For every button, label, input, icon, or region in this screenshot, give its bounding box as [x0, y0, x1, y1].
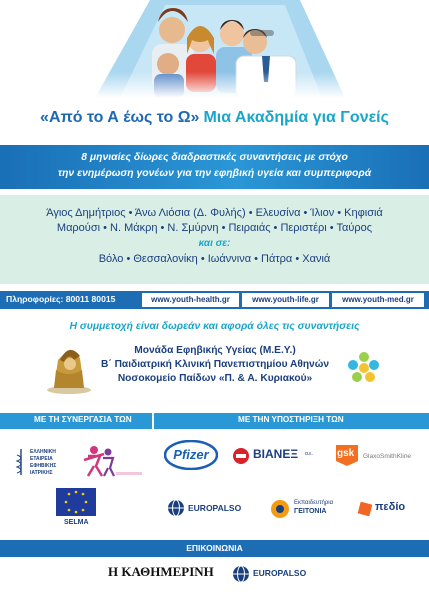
society-line-2: ΕΤΑΙΡΕΙΑ: [30, 456, 53, 462]
unit-line-2: Β΄ Παιδιατρική Κλινική Πανεπιστημίου Αθηνών: [101, 359, 329, 370]
pedio-icon: [358, 502, 372, 516]
europalso-logo: [167, 499, 257, 519]
cities-row-1: Άγιος Δημήτριος • Άνω Λιόσια (Δ. Φυλής) • Ελευσίνα • Ίλιον • Κηφισιά: [46, 207, 383, 219]
info-bar: [0, 291, 429, 309]
pfizer-logo: [164, 440, 218, 470]
pedio-label: πεδίο: [375, 501, 406, 513]
unit-line-1: Μονάδα Εφηβικής Υγείας (Μ.Ε.Υ.): [134, 345, 296, 356]
support-label: ΜΕ ΤΗΝ ΥΠΟΣΤΗΡΙΞΗ ΤΩΝ: [238, 415, 344, 424]
society-line-4: ΙΑΤΡΙΚΗΣ: [30, 470, 53, 476]
collaboration-label: ΜΕ ΤΗ ΣΥΝΕΡΓΑΣΙΑ ΤΩΝ: [34, 415, 132, 424]
headline-subtitle: Μια Ακαδημία για Γονείς: [203, 109, 389, 126]
communication-header: ΕΠΙΚΟΙΝΩΝΙΑ: [0, 540, 429, 557]
gsk-name: GlaxoSmithKline: [363, 453, 412, 460]
europalso-media-label: EUROPALSO: [253, 568, 307, 578]
youth-figures-logo: [82, 442, 144, 480]
unit-line-3: Νοσοκομείο Παίδων «Π. & Α. Κυριακού»: [117, 373, 313, 384]
headline: [0, 100, 429, 142]
caduceus-icon: [14, 447, 28, 477]
society-line-1: ΕΛΛΗΝΙΚΗ: [30, 449, 56, 455]
pedio-logo: [358, 499, 418, 519]
gitonia-line-2: ΓΕΙΤΟΝΙΑ: [294, 508, 327, 515]
vianex-suffix: α.ε.: [305, 451, 313, 457]
vianex-icon: [232, 447, 250, 465]
society-line-3: ΕΦΗΒΙΚΗΣ: [30, 463, 57, 469]
cities-row-2: Μαρούσι • Ν. Μάκρη • Ν. Σμύρνη • Πειραιάς • Περιστέρι • Ταύρος: [56, 222, 373, 234]
vianex-logo: [232, 445, 322, 467]
europalso-label: EUROPALSO: [188, 503, 242, 513]
eu-flag-icon: [56, 488, 96, 516]
headline-title: «Από το Α έως το Ω»: [40, 109, 200, 126]
gitonia-logo: [270, 497, 350, 521]
globe-icon: [167, 499, 185, 517]
website-link-med[interactable]: www.youth-med.gr: [332, 293, 424, 307]
description-line-1: 8 μηνιαίες δίωρες διαδραστικές συναντήσεις με στόχο: [81, 152, 348, 163]
partners-header: [0, 413, 429, 429]
selma-label: SELMA: [64, 519, 89, 526]
partners-divider: [152, 413, 154, 429]
website-link-health[interactable]: www.youth-health.gr: [142, 293, 239, 307]
website-link-life[interactable]: www.youth-life.gr: [242, 293, 329, 307]
hero-family-image: [0, 0, 429, 98]
gsk-logo: [333, 442, 427, 470]
cities-also-label: και σε:: [198, 238, 231, 249]
kathimerini-logo: Η ΚΑΘΗΜΕΡΙΝΗ: [108, 564, 214, 579]
description-line-2: την ενημέρωση γονέων για την εφηβική υγεία και συμπεριφορά: [57, 168, 372, 179]
free-participation-note: Η συμμετοχή είναι δωρεάν και αφορά όλες τις συναντήσεις: [69, 321, 360, 332]
info-phone: Πληροφορίες: 80011 80015: [6, 294, 116, 304]
mey-logo: [344, 347, 384, 387]
selma-logo: [56, 488, 102, 528]
gitonia-icon: [270, 499, 290, 519]
gitonia-line-1: Εκπαιδευτήρια: [294, 500, 334, 506]
vianex-label: ΒΙΑΝΕΞ: [253, 447, 299, 461]
cities-panel: [0, 195, 429, 284]
gsk-label: gsk: [337, 448, 355, 459]
society-logo: [14, 445, 76, 481]
description-band: [0, 145, 429, 189]
cities-row-3: Βόλο • Θεσσαλονίκη • Ιωάννινα • Πάτρα • Χανιά: [98, 253, 331, 265]
pfizer-label: Pfizer: [173, 447, 209, 462]
globe-icon: [232, 565, 250, 583]
